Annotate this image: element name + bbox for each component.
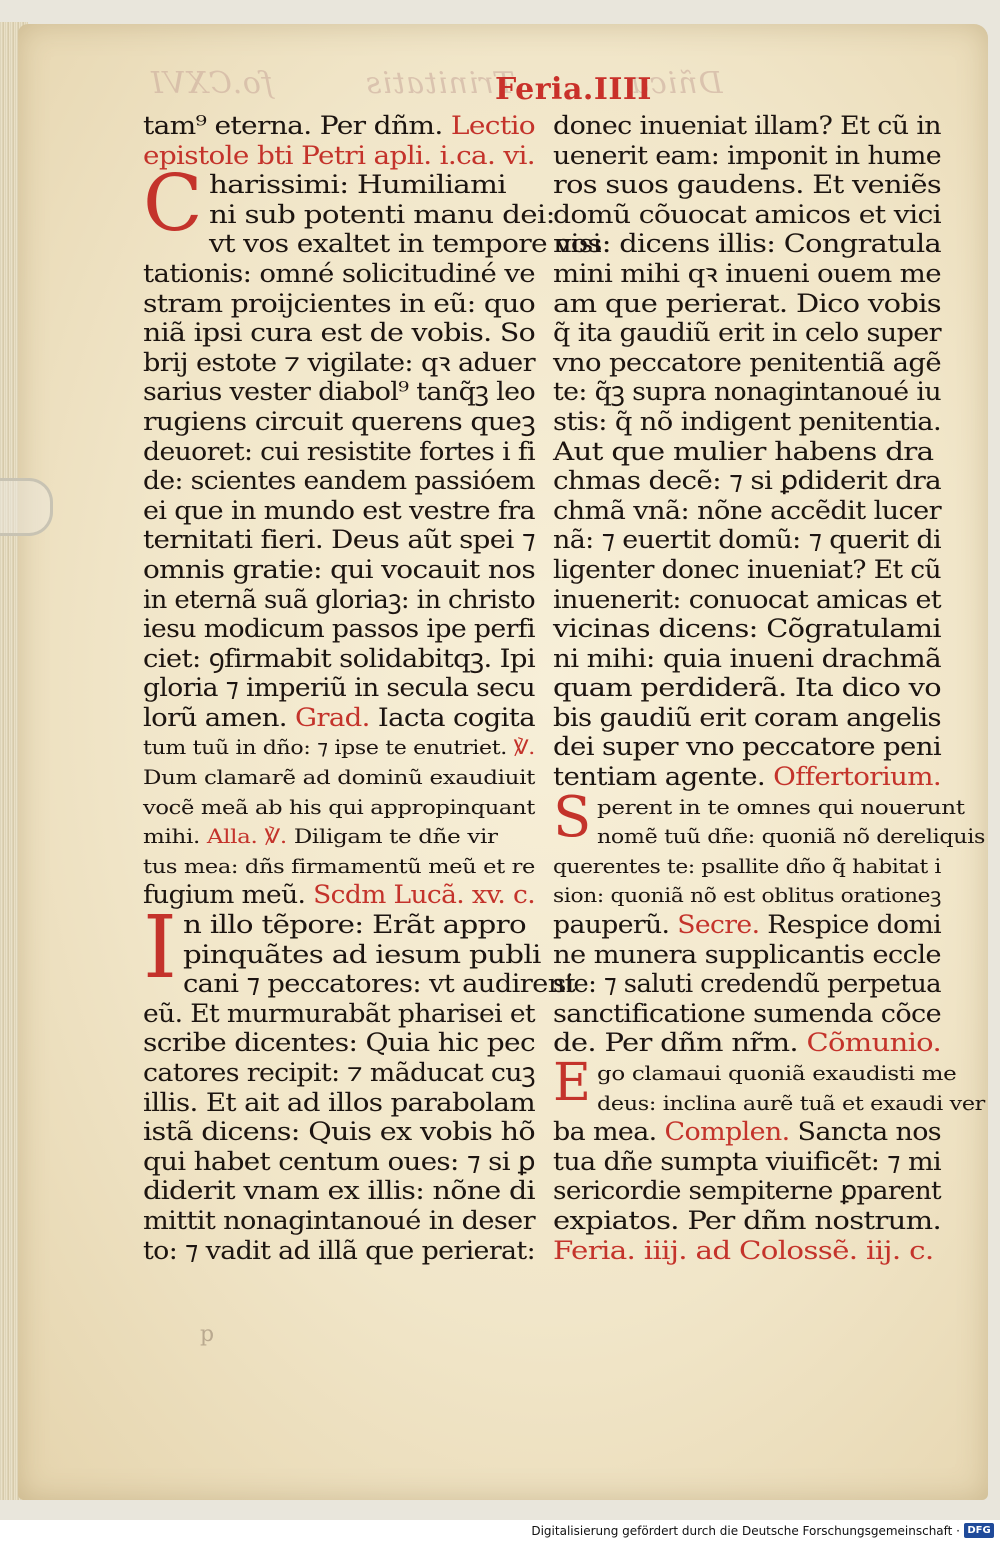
text-line: sie: ⁊ saluti credendũ perpetua <box>553 969 941 1000</box>
text-line: omnis gratie: qui vocauit nos <box>143 554 535 585</box>
text-line: deuoret: cui resistite fortes i fi <box>143 436 535 467</box>
text-line: mittit nonagintanoué in deser <box>143 1205 535 1236</box>
text-line: mini mihi qꝛ inueni ouem me <box>553 258 941 289</box>
text-line: inuenerit: conuocat amicas et <box>553 584 941 615</box>
text-line: quam perdiderã. Ita dico vo <box>553 673 941 704</box>
dropcap-initial: S <box>553 784 592 850</box>
dfg-logo: DFG <box>964 1523 994 1538</box>
text-line: ros suos gaudens. Et veniẽs <box>553 170 941 201</box>
text-line: nã: ⁊ euertit domũ: ⁊ querit di <box>553 525 941 556</box>
text-line-small: mihi. Alla. ℣. Diligam te dñe vir <box>143 824 498 849</box>
text-line: stis: q̃ nõ indigent penitentia. <box>553 406 941 437</box>
text-line: vt vos exaltet in tempore visi <box>208 229 601 260</box>
text-line: tam⁹ eterna. Per dñm. Lectio <box>143 111 535 141</box>
text-line: cani ⁊ peccatores: vt audirent <box>182 969 575 1000</box>
text-line: ei que in mundo est vestre fra <box>143 495 535 526</box>
text-line: in eternã suã gloriaꝫ: in christo <box>143 584 535 615</box>
gospel-rubric-line: fugium meũ. Scdm Lucã. xv. c. <box>143 880 535 911</box>
text-line: ba mea. Complen. Sancta nos <box>553 1117 941 1148</box>
text-line: de. Per dñm nr̃m. Cõmunio. <box>553 1028 941 1059</box>
text-line-small: tus mea: dñs firmamentũ meũ et re <box>143 853 535 878</box>
show-through-heading: Trinitatis <box>365 66 515 101</box>
text-line: eũ. Et murmurabãt pharisei et <box>143 998 535 1029</box>
text-line: pinquãtes ad iesum publi <box>182 939 541 970</box>
text-line: nos: dicens illis: Congratula <box>553 229 941 260</box>
show-through-folio: fo.CXVI <box>150 66 274 101</box>
text-line: vno peccatore penitentiã agẽ <box>553 347 941 378</box>
text-line: ni mihi: quia inueni drachmã <box>553 643 941 674</box>
left-column <box>143 111 601 1266</box>
text-line: uenerit eam: imponit in hume <box>553 140 941 171</box>
text-line: lorũ amen. Grad. Iacta cogita <box>143 702 535 733</box>
text-line: iesu modicum passos ipe perfi <box>143 614 535 645</box>
text-line: qui habet centum oues: ⁊ si ꝑ <box>143 1146 535 1177</box>
text-line: sarius vester diabol⁹ tanq̃ꝫ leo <box>143 377 535 408</box>
dropcap-initial: C <box>143 159 203 250</box>
text-line: donec inueniat illam? Et cũ in <box>553 111 941 141</box>
text-line: am que perierat. Dico vobis <box>553 288 941 319</box>
text-line: niã ipsi cura est de vobis. So <box>143 318 535 349</box>
text-line: domũ cõuocat amicos et vici <box>553 199 941 230</box>
text-line: harissimi: Humiliami <box>208 170 506 201</box>
next-feria-rubric: Feria. iiij. ad Colossẽ. iij. c. <box>553 1235 934 1266</box>
text-line-small: tum tuũ in dño: ⁊ ipse te enutriet. ℣. <box>143 735 535 760</box>
text-line: tationis: omné solicitudiné ve <box>143 258 535 289</box>
text-line: ternitati fieri. Deus aũt spei ⁊ <box>143 525 535 556</box>
text-line: chmã vnã: nõne accẽdit lucer <box>553 495 941 526</box>
page-clip <box>0 478 53 536</box>
text-line: de: scientes eandem passióem <box>143 466 535 497</box>
text-line: n illo tẽpore: Erãt appro <box>182 910 526 941</box>
rubric-line: epistole bti Petri apli. i.ca. vi. <box>143 140 535 171</box>
text-line-small: querentes te: psallite dño q̃ habitat i <box>553 853 941 878</box>
text-line-small: go clamaui quoniã exaudisti me <box>596 1061 957 1085</box>
text-line: Aut que mulier habens dra <box>553 436 934 467</box>
text-line: istã dicens: Quis ex vobis hõ <box>143 1117 535 1148</box>
text-line: brij estote ⁊ vigilate: qꝛ aduer <box>143 347 535 378</box>
text-line-small: perent in te omnes qui nouerunt <box>597 794 965 819</box>
text-line: ne munera supplicantis eccle <box>553 939 941 970</box>
offertorium-line: tentiam agente. Offertorium. <box>553 762 941 793</box>
text-line: chmas decẽ: ⁊ si ꝑdiderit dra <box>553 466 941 497</box>
text-line-small: nomẽ tuũ dñe: quoniã nõ dereliquis <box>597 824 986 849</box>
text-line: bis gaudiũ erit coram angelis <box>553 702 941 733</box>
text-line: rugiens circuit querens queꝫ <box>143 406 535 437</box>
show-through-dominica: Dñica <box>630 66 723 101</box>
dropcap-initial: E <box>553 1053 591 1113</box>
text-line-small: deus: inclina aurẽ tuã et exaudi ver <box>596 1090 985 1115</box>
dropcap-initial: I <box>143 898 177 999</box>
text-line: tua dñe sumpta viuificẽt: ⁊ mi <box>553 1146 941 1177</box>
text-line: stram proijcientes in eũ: quo <box>143 288 535 319</box>
text-line: dei super vno peccatore peni <box>553 732 941 763</box>
text-line: diderit vnam ex illis: nõne di <box>143 1176 535 1207</box>
text-line: pauperũ. Secre. Respice domi <box>553 910 941 941</box>
text-line: ligenter donec inueniat? Et cũ <box>553 554 941 585</box>
text-line: expiatos. Per dñm nostrum. <box>553 1205 941 1236</box>
running-head: Feria.IIII <box>495 72 652 107</box>
text-line: gloria ⁊ imperiũ in secula secu <box>143 673 535 704</box>
text-line: to: ⁊ vadit ad illã que perierat: <box>143 1235 535 1266</box>
text-line: sericordie sempiterne ꝑparent <box>553 1176 941 1207</box>
text-line: vicinas dicens: Cõgratulami <box>553 614 941 645</box>
text-line: illis. Et ait ad illos parabolam <box>143 1087 535 1118</box>
text-line: q̃ ita gaudiũ erit in celo super <box>553 318 941 349</box>
text-line-small: vocẽ meã ab his qui appropinquant <box>143 794 535 819</box>
funding-credit: Digitalisierung gefördert durch die Deutsche Forschungsgemeinschaft · <box>531 1524 960 1538</box>
text-line: ni sub potenti manu dei: <box>208 199 555 230</box>
footer-bar <box>0 1520 1000 1543</box>
text-line-small: sion: quoniã nõ est oblitus orationeꝫ <box>553 883 941 908</box>
text-line: catores recipit: ⁊ mãducat cuꝫ <box>143 1058 535 1088</box>
text-line: ciet: ꝯfirmabit solidabitqꝫ. Ipi <box>143 643 535 674</box>
text-line: sanctificatione sumenda cõce <box>553 998 941 1029</box>
text-line-small: Dum clamarẽ ad dominũ exaudiuit <box>143 765 535 790</box>
text-line: te: q̃ꝫ supra nonagintanoué iu <box>553 377 941 408</box>
signature-mark: p <box>200 1322 215 1347</box>
text-line: scribe dicentes: Quia hic pec <box>143 1028 535 1059</box>
right-column <box>553 111 986 1266</box>
